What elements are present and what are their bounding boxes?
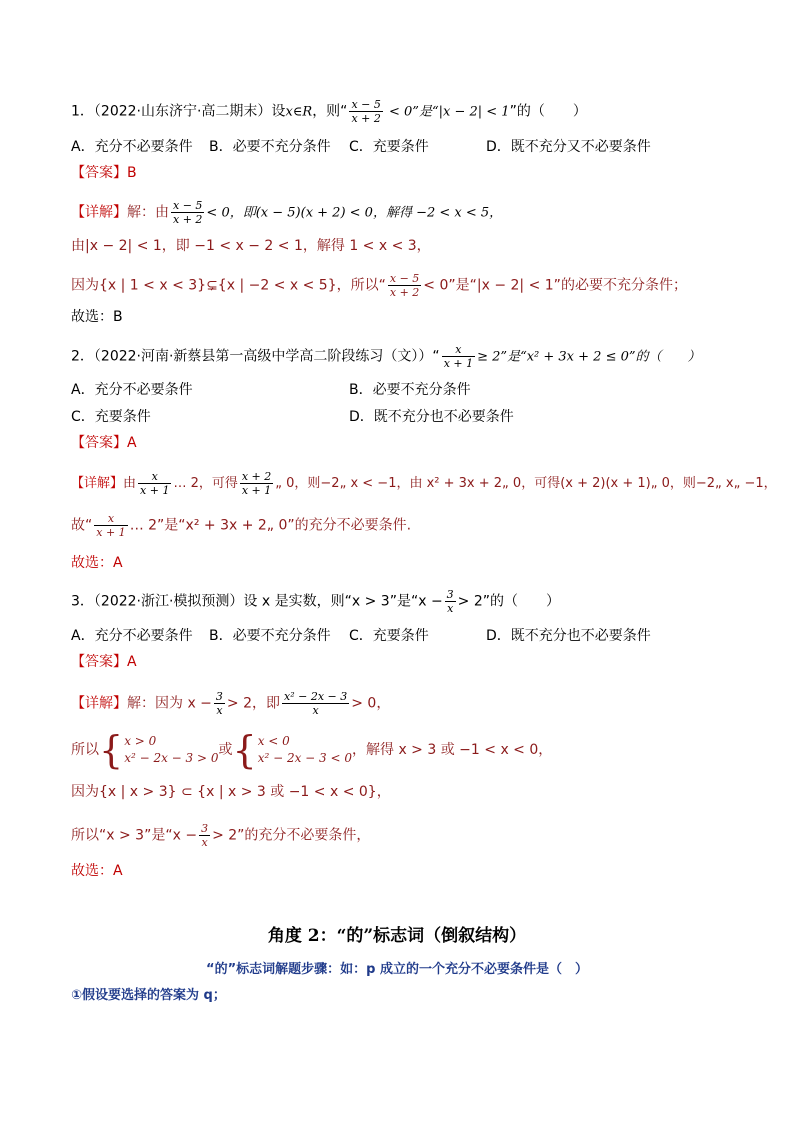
q2-detail-line-1: 【详解】由 $\frac{x}{x + 1}$ … 2，可得 $\frac{x + 2}{x + 1}$ „ 0，则−2„ x < −1，由 x² + 3x + 2„ 0，可得(x + 2)(x + 1)„ 0，则−2„ x„ −1， <box>71 470 777 497</box>
q3-option-d: D．既不充分也不必要条件 <box>486 628 651 644</box>
q3-option-c: C．充要条件 <box>349 628 429 644</box>
q1-stem-fraction: $\frac{x - 5}{x + 2}$ <box>351 98 381 125</box>
q1-detail-line-3: 因为{x | 1 < x < 3}⊊{x | −2 < x < 5}，所以“ $\frac{x - 5}{x + 2}$ < 0”是“|x − 2| < 1”的必要不充分条件； <box>71 272 687 299</box>
section-title: 角度 2：“的”标志词（倒叙结构） <box>267 926 527 946</box>
q1-choice: 故选：B <box>71 309 123 325</box>
q3-detail-line-2: 所以{ x > 0 x² − 2x − 3 > 0 或{ x < 0 x² − 2x − 3 < 0 ，解得 x > 3 或 −1 < x < 0， <box>71 728 553 772</box>
q3-system-1: x > 0 x² − 2x − 3 > 0 <box>124 734 219 765</box>
left-brace-icon: { <box>232 728 257 772</box>
q2-option-a: A．充分不必要条件 <box>71 382 193 398</box>
q3-option-a: A．充分不必要条件 <box>71 628 193 644</box>
q1-detail-line-1: 【详解】解：由 $\frac{x - 5}{x + 2}$ < 0，即(x − 5)(x + 2) < 0，解得 −2 < x < 5， <box>71 199 503 226</box>
q2-stem: 2．（2022·河南·新蔡县第一高级中学高二阶段练习（文））“ $\frac{x}{x + 1}$ ≥ 2”是“x² + 3x + 2 ≤ 0”的（ ） <box>71 343 701 370</box>
q3-detail-line-4: 所以“x > 3”是“x − $\frac{3}{x}$ > 2”的充分不必要条件， <box>71 822 371 849</box>
q1-stem: 1．（2022·山东济宁·高二期末）设x∈R，则“ $\frac{x - 5}{x + 2}$ < 0”是“|x − 2| < 1”的（ ） <box>71 98 587 125</box>
q3-option-b: B．必要不充分条件 <box>209 628 331 644</box>
section-subtitle: “的”标志词解题步骤：如：p 成立的一个充分不必要条件是（ ） <box>206 962 588 977</box>
section-step-1: ①假设要选择的答案为 q； <box>71 988 226 1003</box>
q1-option-a: A．充分不必要条件 <box>71 139 193 155</box>
q2-answer: 【答案】A <box>71 435 137 451</box>
q2-detail-line-2: 故“ $\frac{x}{x + 1}$ … 2”是“x² + 3x + 2„ 0”的充分不必要条件. <box>71 512 412 539</box>
q2-option-b: B．必要不充分条件 <box>349 382 471 398</box>
q1-detail-fraction: $\frac{x - 5}{x + 2}$ <box>173 199 203 226</box>
q2-stem-fraction: $\frac{x}{x + 1}$ <box>443 343 474 370</box>
q2-detail-fraction: $\frac{x}{x + 1}$ <box>140 470 170 497</box>
q2-detail2-fraction: $\frac{x}{x + 1}$ <box>96 512 126 539</box>
q3-system-2: x < 0 x² − 2x − 3 < 0 <box>257 734 352 765</box>
q1-detail-line-2: 由|x − 2| < 1，即 −1 < x − 2 < 1，解得 1 < x < 3， <box>71 238 431 254</box>
left-brace-icon: { <box>99 728 124 772</box>
q2-choice: 故选：A <box>71 555 123 571</box>
q2-detail-fraction-2: $\frac{x + 2}{x + 1}$ <box>241 470 272 497</box>
q1-detail3-fraction: $\frac{x - 5}{x + 2}$ <box>389 272 420 299</box>
q3-stem: 3．（2022·浙江·模拟预测）设 x 是实数，则“x > 3”是“x − $\frac{3}{x}$ > 2”的（ ） <box>71 588 561 615</box>
q3-detail-fraction: $\frac{3}{x}$ <box>215 690 223 717</box>
q1-option-c: C．充要条件 <box>349 139 429 155</box>
q1-option-d: D．既不充分又不必要条件 <box>486 139 651 155</box>
q3-detail-line-1: 【详解】解：因为 x − $\frac{3}{x}$ > 2，即 $\frac{\text{x² − 2x − 3}}{x}$ > 0， <box>71 690 391 717</box>
q3-answer: 【答案】A <box>71 654 137 670</box>
q2-option-d: D．既不充分也不必要条件 <box>349 409 514 425</box>
q1-answer: 【答案】B <box>71 165 137 181</box>
q1-option-b: B．必要不充分条件 <box>209 139 331 155</box>
q3-detail4-fraction: $\frac{3}{x}$ <box>201 822 209 849</box>
q2-option-c: C．充要条件 <box>71 409 151 425</box>
q3-detail-line-3: 因为{x | x > 3} ⊂ {x | x > 3 或 −1 < x < 0}， <box>71 784 391 800</box>
q3-choice: 故选：A <box>71 863 123 879</box>
q3-stem-fraction: $\frac{3}{x}$ <box>446 588 454 615</box>
q3-detail-fraction-2: $\frac{\text{x² − 2x − 3}}{x}$ <box>284 690 348 717</box>
